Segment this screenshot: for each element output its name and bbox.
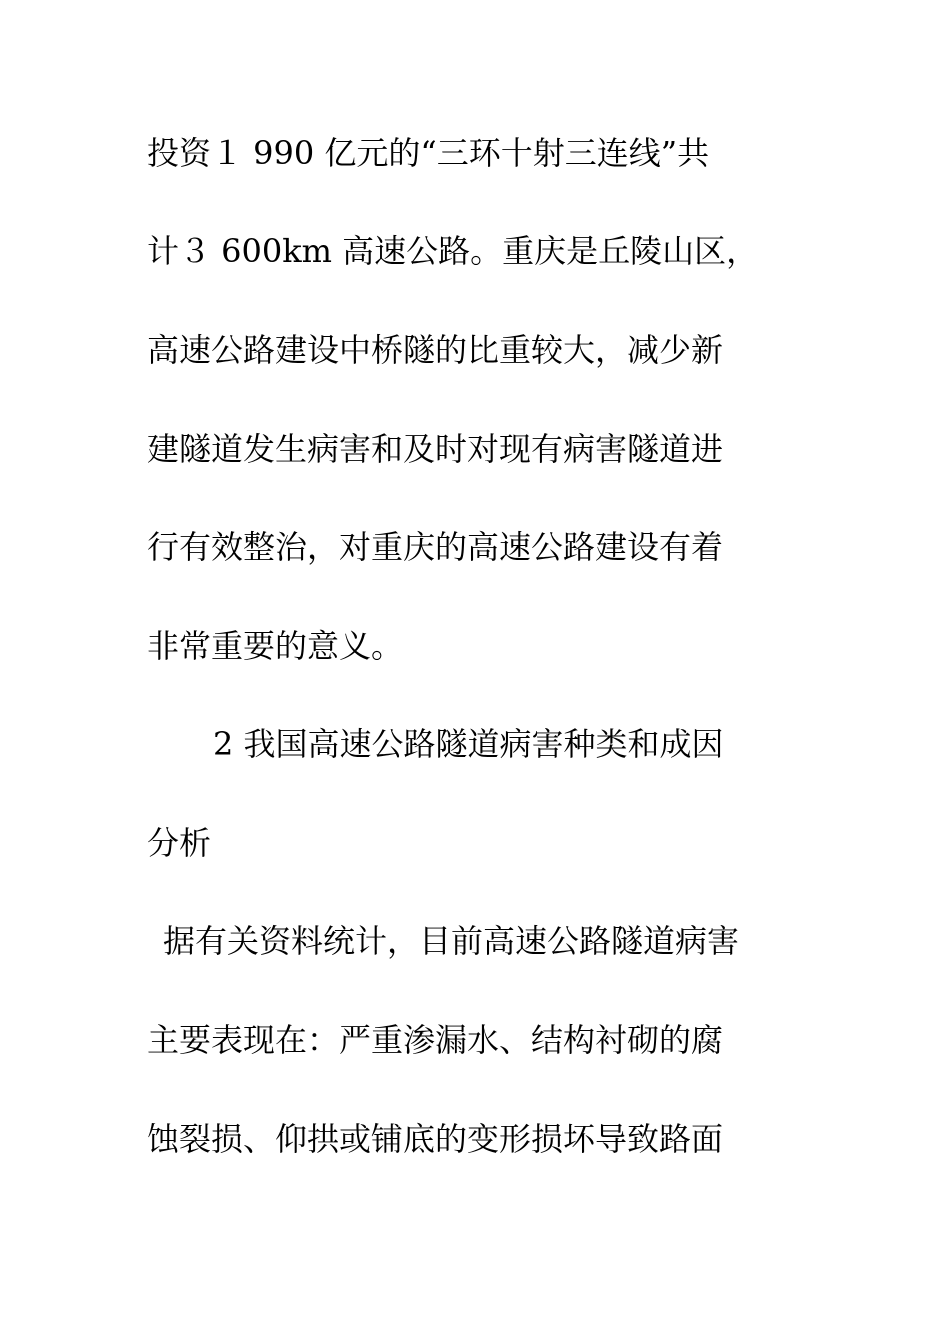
paragraph-line: 投资１ 990 亿元的“三环十射三连线”共 (147, 134, 710, 172)
paragraph-line: 高速公路建设中桥隧的比重较大，减少新 (147, 331, 724, 369)
paragraph-line: 主要表现在：严重渗漏水、结构衬砌的腐 (147, 1021, 724, 1059)
paragraph-line: 建隧道发生病害和及时对现有病害隧道进 (147, 430, 724, 468)
paragraph-line: 行有效整治，对重庆的高速公路建设有着 (147, 528, 724, 566)
section-heading-continuation: 分析 (147, 824, 212, 862)
paragraph-line: 非常重要的意义。 (147, 627, 404, 665)
section-heading: 2 我国高速公路隧道病害种类和成因 (213, 725, 724, 763)
paragraph-line: 计３ 600km 高速公路。重庆是丘陵山区， (147, 232, 759, 270)
paragraph-line: 据有关资料统计，目前高速公路隧道病害 (163, 922, 740, 960)
paragraph-line: 蚀裂损、仰拱或铺底的变形损坏导致路面 (147, 1120, 724, 1158)
